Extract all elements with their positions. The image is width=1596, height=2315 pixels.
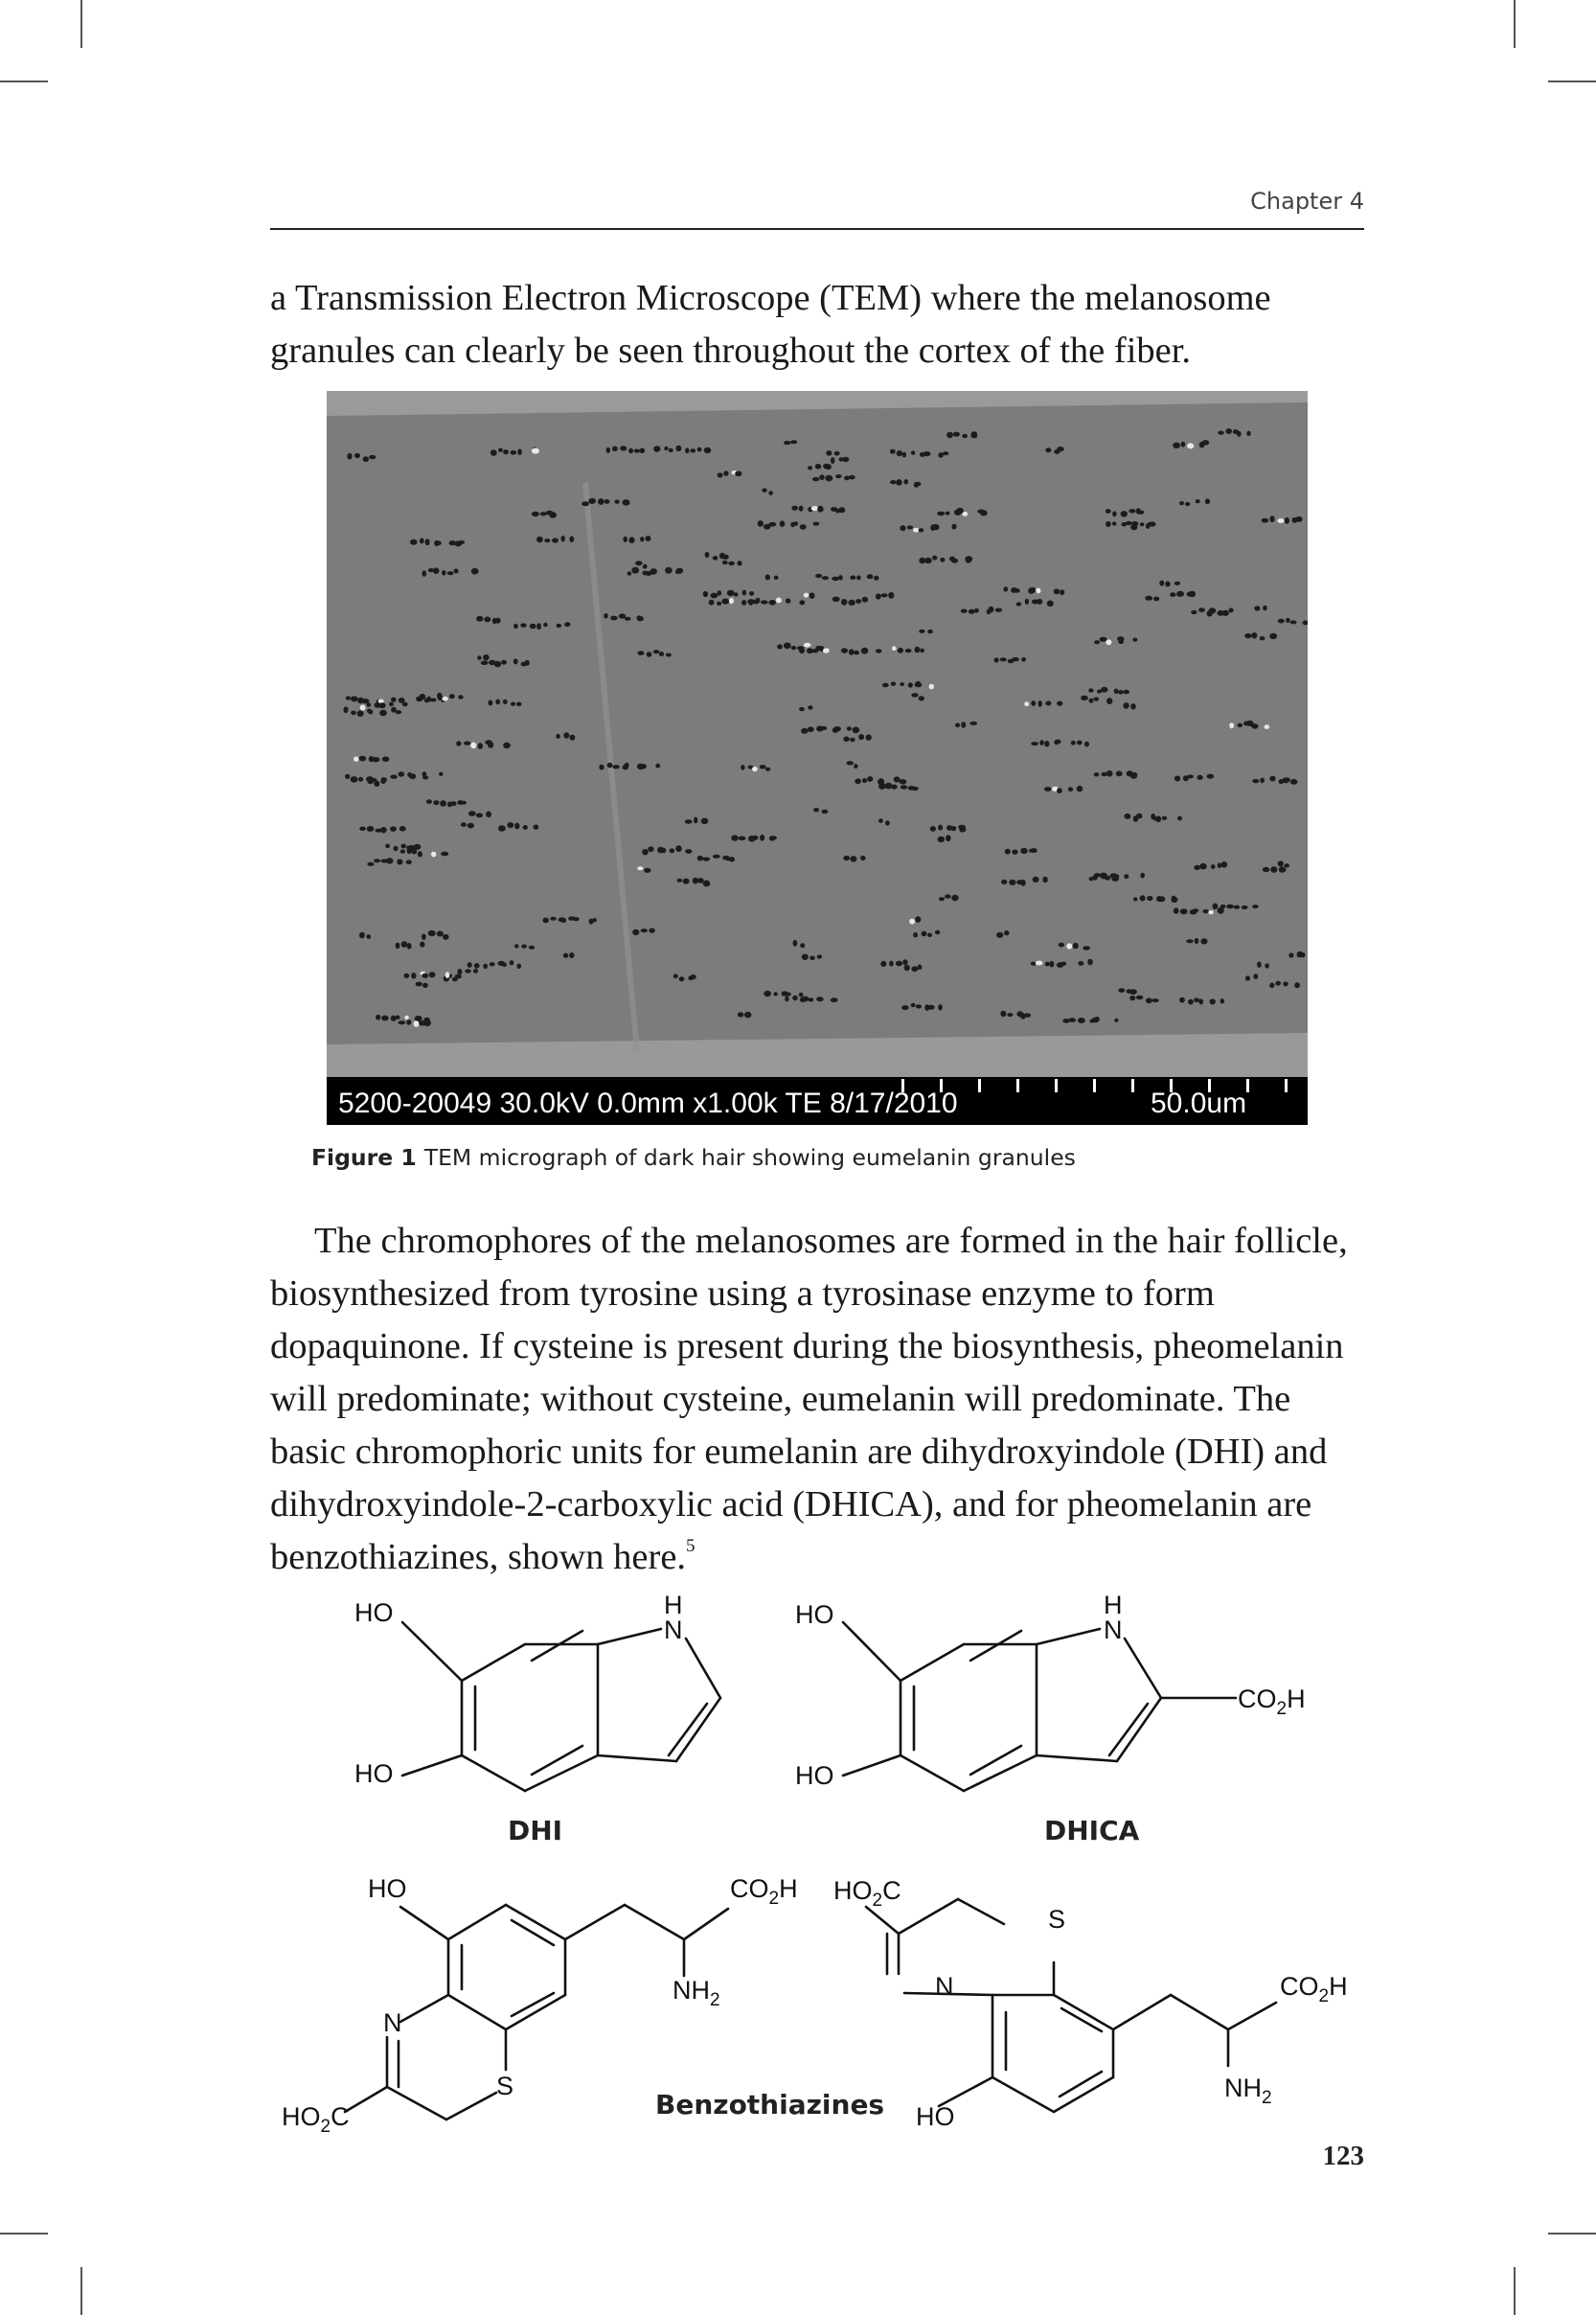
caption-text: TEM micrograph of dark hair showing eumelanin granules — [423, 1144, 1076, 1171]
bz2-n: N — [935, 1972, 954, 2001]
bz1-n: N — [383, 2008, 402, 2037]
dhica-n: N — [1104, 1616, 1123, 1644]
dhi-ho-bottom: HO — [354, 1759, 394, 1788]
bz1-ho2c: $HO_2C$ — [282, 2102, 350, 2137]
bz1-ho: HO — [368, 1874, 407, 1903]
dhi-structure — [402, 1622, 720, 1791]
paragraph-text: The chromophores of the melanosomes are formed in the hair follicle, biosynthesized from tyrosine using a tyrosinase enzyme to form dopaquinone. If cysteine is present during the biosynthesis, pheomelanin will predominate; without cysteine, eumelanin will predominate. The basic chromophoric units for eumelanin are dihydroxyindole (DHI) and dihydroxyindole-2-carboxylic acid (DHICA), and for pheomelanin are benzothiazines, shown here. — [270, 1221, 1348, 1577]
chapter-header: Chapter 4 — [1250, 188, 1364, 215]
bz2-ho: HO — [916, 2102, 955, 2131]
dhica-h: H — [1104, 1591, 1123, 1619]
bz2-co2h: $CO_2H$ — [1280, 1972, 1348, 2006]
dhica-ho-top: HO — [795, 1600, 834, 1629]
benzothiazine-structure-1 — [345, 1905, 728, 2120]
bz1-s: S — [496, 2072, 514, 2100]
dhica-ho-bottom: HO — [795, 1761, 834, 1790]
intro-text: a Transmission Electron Microscope (TEM) where the melanosome granules can clearly be seen throughout the cortex of the fiber. — [270, 278, 1271, 371]
dhica-label: DHICA — [1044, 1815, 1140, 1846]
bz2-s: S — [1048, 1905, 1066, 1934]
bz2-nh2: $NH_2$ — [1224, 2074, 1272, 2108]
bz1-co2h: $CO_2H$ — [730, 1874, 798, 1909]
bz1-nh2: $NH_2$ — [673, 1976, 720, 2010]
dhica-structure — [843, 1622, 1236, 1791]
benzothiazine-structure-2 — [866, 1899, 1276, 2112]
dhica-co2h: $CO_2H$ — [1238, 1685, 1306, 1719]
page-number: 123 — [1322, 2141, 1364, 2171]
bz2-ho2c: $HO_2C$ — [833, 1876, 901, 1911]
dhi-label: DHI — [508, 1815, 563, 1846]
dhi-n: N — [664, 1616, 683, 1644]
atom-labels — [282, 1591, 1348, 2137]
dhi-h: H — [664, 1591, 683, 1619]
caption-label: Figure 1 — [311, 1144, 417, 1171]
sem-info-text: 5200-20049 30.0kV 0.0mm x1.00k TE 8/17/2010 — [338, 1088, 958, 1119]
dhi-ho-top: HO — [354, 1598, 394, 1627]
sem-scale-text: 50.0um — [1151, 1088, 1247, 1119]
reference-superscript: 5 — [686, 1536, 695, 1556]
benzothiazines-label: Benzothiazines — [655, 2089, 885, 2120]
